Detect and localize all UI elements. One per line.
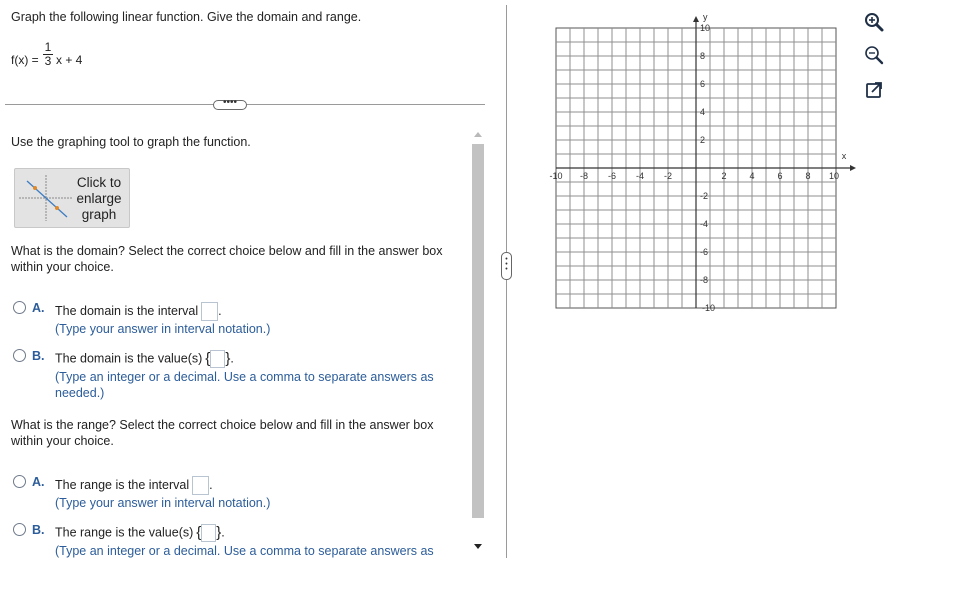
range-choice-a-letter: A. <box>32 475 45 489</box>
domain-choice-b-text: The domain is the value(s) <box>55 351 203 366</box>
x-axis-arrow-icon <box>850 165 856 171</box>
expand-dots-icon: •••• <box>222 97 237 108</box>
fraction-numerator: 1 <box>44 40 52 54</box>
domain-choice-b-letter: B. <box>32 349 45 363</box>
x-tick-label: 4 <box>749 171 755 181</box>
range-choice-b-radio[interactable] <box>13 523 26 536</box>
domain-choice-a-text-wrap: The domain is the interval . <box>55 302 222 321</box>
graph-thumbnail-icon <box>19 175 73 221</box>
scroll-thumb[interactable] <box>472 144 484 518</box>
zoom-in-icon[interactable] <box>863 11 885 33</box>
y-tick-label: -10 <box>702 303 716 313</box>
domain-choice-b-radio[interactable] <box>13 349 26 362</box>
domain-values-input[interactable] <box>210 350 225 368</box>
range-choice-b-text-wrap: The range is the value(s) { }. <box>55 523 225 541</box>
domain-question <box>11 243 466 400</box>
pane-splitter <box>506 5 507 558</box>
y-tick-label: -6 <box>700 247 709 257</box>
range-choice-b-letter: B. <box>32 523 45 537</box>
x-tick-label: -6 <box>607 171 617 181</box>
function-expression <box>11 40 131 74</box>
problem-prompt: Graph the following linear function. Give the domain and range. <box>11 10 362 24</box>
y-tick-label: -8 <box>700 275 709 285</box>
domain-choice-a-text: The domain is the interval <box>55 303 199 318</box>
domain-values-braces: { } <box>205 349 231 367</box>
range-values-input[interactable] <box>201 524 216 542</box>
range-choice-a-hint: (Type your answer in interval notation.) <box>55 496 271 510</box>
x-tick-label: 6 <box>777 171 783 181</box>
range-choice-a-text-wrap: The range is the interval . <box>55 476 213 495</box>
domain-choice-b-text-wrap: The domain is the value(s) { }. <box>55 349 234 367</box>
enlarge-graph-button[interactable] <box>14 168 130 228</box>
domain-choice-a-radio[interactable] <box>13 301 26 314</box>
y-tick-label: 2 <box>700 135 706 145</box>
y-tick-label: 6 <box>700 79 706 89</box>
fraction-denominator: 3 <box>44 54 52 68</box>
graph-instruction: Use the graphing tool to graph the function. <box>11 135 251 149</box>
graphing-tool-canvas[interactable] <box>540 10 860 322</box>
y-tick-label: 8 <box>700 51 706 61</box>
domain-choice-a-hint: (Type your answer in interval notation.) <box>55 322 271 336</box>
range-choice-a-text: The range is the interval <box>55 477 190 492</box>
enlarge-graph-label: Click to enlarge graph <box>76 175 122 222</box>
splitter-dots-icon: • • • <box>505 256 508 273</box>
y-axis-label: y <box>703 12 708 22</box>
domain-question-prompt: What is the domain? Select the correct choice below and fill in the answer box within your choice. <box>11 244 443 274</box>
x-tick-label: 10 <box>828 171 840 181</box>
range-choice-b-text: The range is the value(s) <box>55 525 194 540</box>
y-axis-arrow-icon <box>693 16 699 22</box>
pane-splitter-handle[interactable] <box>501 252 512 280</box>
range-question-prompt: What is the range? Select the correct choice below and fill in the answer box within your choice. <box>11 418 434 448</box>
range-values-braces: { } <box>196 523 222 541</box>
x-tick-label: -10 <box>549 171 563 181</box>
domain-interval-input[interactable] <box>201 302 218 321</box>
popout-icon[interactable] <box>863 79 885 101</box>
range-question <box>11 417 466 558</box>
function-lhs: f(x) = <box>11 53 39 67</box>
y-tick-label: -4 <box>700 219 709 229</box>
y-tick-label: -2 <box>700 191 709 201</box>
range-choice-a-radio[interactable] <box>13 475 26 488</box>
question-scrollbar[interactable] <box>470 130 486 560</box>
domain-choice-a-letter: A. <box>32 301 45 315</box>
x-tick-label: 2 <box>721 171 727 181</box>
scroll-down-arrow-icon[interactable] <box>474 544 482 549</box>
zoom-out-icon[interactable] <box>863 44 885 66</box>
x-axis-label: x <box>841 151 847 161</box>
domain-choice-b-hint: (Type an integer or a decimal. Use a comma to separate answers as needed.) <box>55 370 434 400</box>
scroll-up-arrow-icon[interactable] <box>474 132 482 137</box>
expand-problem-button[interactable] <box>213 97 247 110</box>
range-interval-input[interactable] <box>192 476 209 495</box>
x-tick-label: 8 <box>805 171 811 181</box>
x-tick-label: -2 <box>663 171 673 181</box>
x-tick-label: -8 <box>579 171 589 181</box>
range-choice-b-hint: (Type an integer or a decimal. Use a comma to separate answers as <box>55 544 434 558</box>
function-fraction <box>42 40 54 68</box>
x-tick-label: -4 <box>635 171 645 181</box>
function-rhs: x + 4 <box>56 53 83 67</box>
y-tick-label: 4 <box>700 107 706 117</box>
y-tick-label: 10 <box>700 23 711 33</box>
